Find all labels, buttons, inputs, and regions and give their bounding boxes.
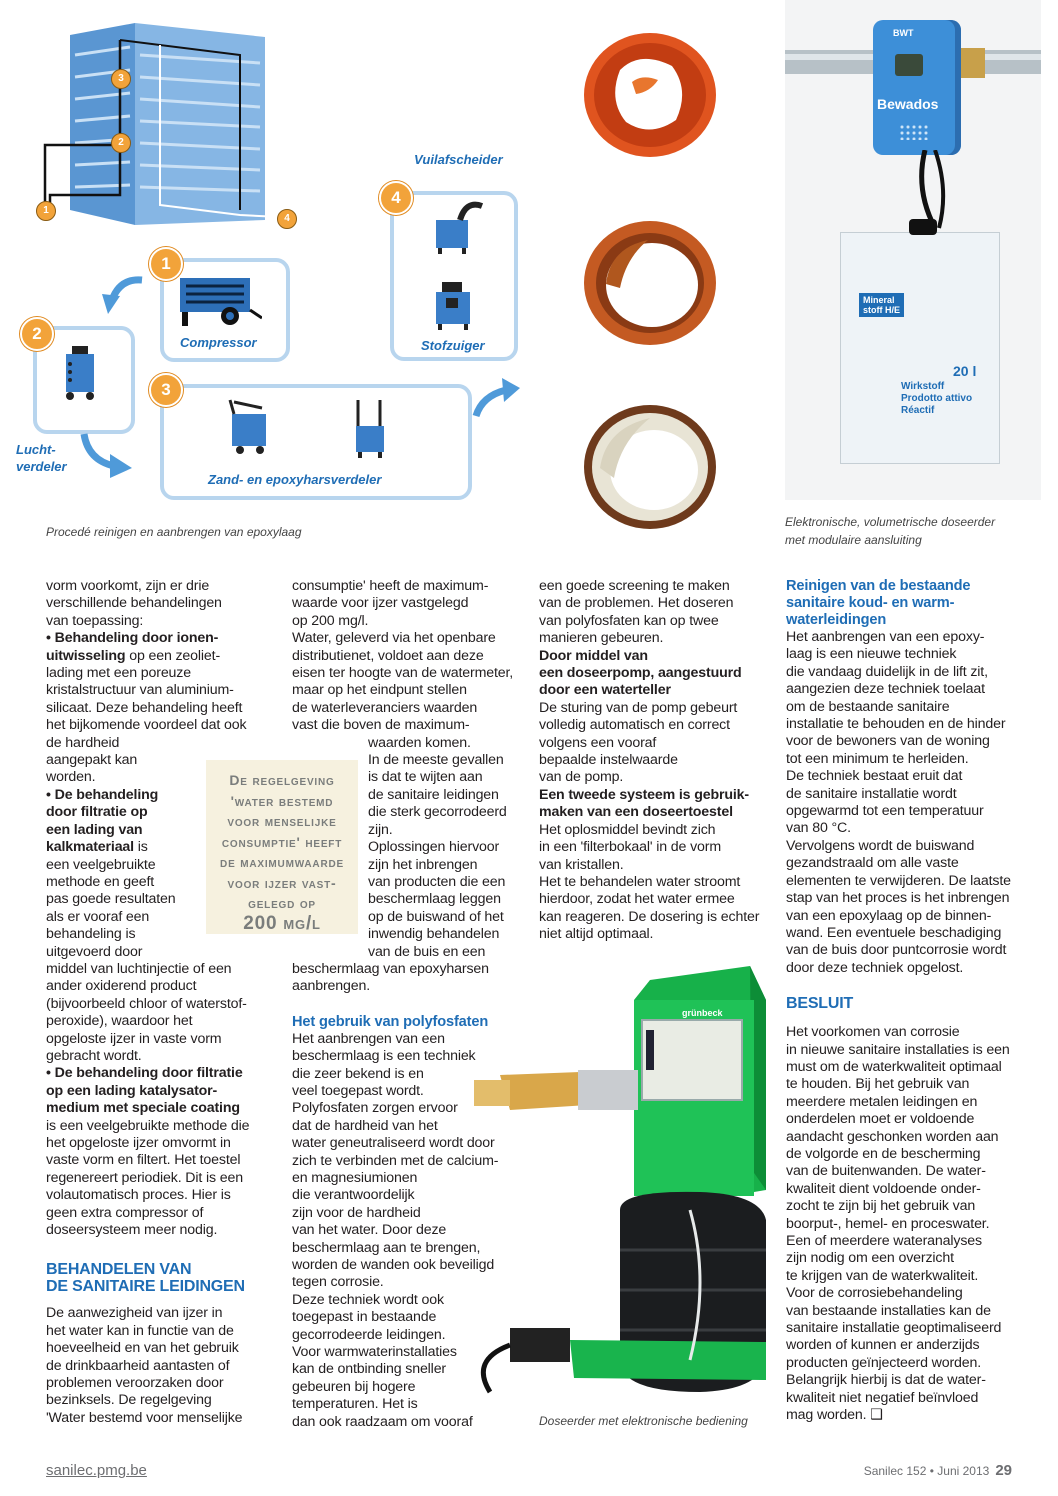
sand-distributor-icon <box>226 398 276 456</box>
col1-after: De aanwezigheid van ijzer in het water kan in functie van de hoeveelheid en van het gebruik de drinkbaarheid aantasten of problemen veroorzaken door bezinksels. De regelgeving 'Water bestemd voor menselijke <box>46 1305 243 1426</box>
footer-issue-text: Sanilec 152 • Juni 2013 <box>863 1464 990 1478</box>
pipe-photos <box>570 30 730 530</box>
footer-site-link[interactable]: sanilec.pmg.be <box>46 1462 147 1479</box>
label-stofzuiger: Stofzuiger <box>421 338 485 353</box>
heading-polyfosfaten: Het gebruik van polyfosfaten <box>292 1013 489 1030</box>
pull-quote-text: De regelgeving 'water bestemd voor menselijke consumptie' heeft de maximumwaarde voor ijzer vast- gelegd op <box>220 772 344 911</box>
label-vuilafscheider: Vuilafscheider <box>414 152 503 167</box>
column-3 <box>539 578 775 944</box>
building-marker-3: 3 <box>111 69 131 89</box>
epoxy-distributor-icon <box>350 396 390 460</box>
col2-p1: consumptie' heeft de maximum- waarde voor ijzer vastgelegd op 200 mg/l. Water, geleverd via het openbare distributienet, voldoet aan deze eisen ter hoogte van de watermeter, maar op het eindpunt stellen de waterleveranciers waarden vast die boven de maximum- <box>292 578 514 734</box>
arrow-icon <box>76 430 136 480</box>
heading-besluit: BESLUIT <box>786 995 854 1013</box>
col1-intro: vorm voorkomt, zijn er drie verschillende behandelingen van toepassing: <box>46 578 222 629</box>
building-marker-2: 2 <box>111 133 131 153</box>
cable-image <box>905 150 965 230</box>
bullet-3: • De behandeling door filtratie op een lading katalysator- medium met speciale coating is een veelgebruikte methode die het opgeloste ijzer omvormt in vaste vorm en filtert. Het toestel regenereert periodiek. Dit is een volautomatisch proces. Hier is geen extra compressor of doseersysteem meer nodig. <box>46 1065 250 1239</box>
doseerder-device-image <box>470 960 780 1405</box>
col3-p3: Het oplosmiddel bevindt zich in een 'filterbokaal' in de vorm van kristallen. Het te behandelen water stroomt hierdoor, zodat het water ermee kan reageren. De dosering is echter niet altijd optimaal. <box>539 821 760 943</box>
col4-p2 <box>786 1024 1022 1424</box>
bullet-1: • Behandeling door ionen- uitwisseling op een zeoliet- lading met een poreuze kristalstructuur van aluminium- silicaat. Deze behandeling heeft het bijkomende voordeel dat ook de hardheid aangepakt kan worden. <box>46 630 247 786</box>
bwt-logo: BWT <box>893 28 914 38</box>
page-number: 29 <box>995 1462 1012 1479</box>
column-1 <box>46 578 276 1427</box>
step-4-badge: 4 <box>379 181 413 215</box>
box-cap <box>909 219 937 235</box>
arrow-icon <box>470 376 520 420</box>
epoxy-coated-pipe-image <box>580 402 720 532</box>
col3-p1: een goede screening te maken van de problemen. Het doseren van polyfosfaten kan op twee manieren gebeuren. <box>539 578 734 647</box>
vacuum-bottom-icon <box>430 280 480 334</box>
col2-p4: Het aanbrengen van een beschermlaag is een techniek die zeer bekend is en veel toegepast wordt. Polyfosfaten zorgen ervoor dat de hardheid van het water geneutraliseerd wordt door zich te verbinden met de calcium- en magnesiumionen die verantwoordelijk zijn voor de hardheid van het water. Door deze beschermlaag aan te brengen, worden de wanden ook beveiligd tegen corrosie. Deze techniek wordt ook toegepast in bestaande gecorrodeerde leidingen. Voor warmwaterinstallaties kan de ontbinding sneller gebeuren bij hogere temperaturen. Het is dan ook raadzaam om vooraf <box>292 1030 499 1430</box>
cleaned-pipe-image <box>580 218 720 348</box>
bewados-device <box>873 20 961 155</box>
bullet-1-text: op een zeoliet- lading met een poreuze kristalstructuur van aluminium- silicaat. Deze behandeling heeft het bijkomende voordeel dat ook de hardheid aangepakt kan worden. <box>46 647 247 786</box>
step-3-badge: 3 <box>149 373 183 407</box>
vacuum-top-icon <box>430 200 490 260</box>
display-screen <box>895 54 923 76</box>
building-illustration <box>40 15 280 225</box>
column-4 <box>786 578 1022 1424</box>
col3-h1: Door middel van een doseerpomp, aangestuurd door een waterteller <box>539 647 742 699</box>
bullet-3-bold: De behandeling door filtratie op een lading katalysator- medium met speciale coating <box>46 1065 243 1117</box>
keypad <box>899 124 929 140</box>
air-distributor-icon <box>56 344 104 400</box>
label-luchtverdeler: Lucht- verdeler <box>16 442 67 474</box>
footer-issue <box>864 1462 1012 1479</box>
diagram-caption: Procedé reinigen en aanbrengen van epoxylaag <box>46 525 302 539</box>
box-volume: 20 l <box>953 363 977 379</box>
bewados-label: Bewados <box>877 96 939 112</box>
label-zand-epoxy: Zand- en epoxyharsverdeler <box>208 472 382 487</box>
bullet-2-bold: De behandeling door filtratie op een lading van kalkmateriaal <box>46 786 159 856</box>
grunbeck-logo: grünbeck <box>682 1008 723 1018</box>
col2-p3: beschermlaag van epoxyharsen aanbrengen. <box>292 960 489 995</box>
building-marker-1: 1 <box>36 201 56 221</box>
process-diagram <box>0 0 560 539</box>
col2-p2: waarden komen. In de meeste gevallen is dat te wijten aan de sanitaire leidingen die sterk gecorrodeerd zijn. Oplossingen hiervoor zijn het inbrengen van producten die een beschermlaag leggen op de buiswand of het inwendig behandelen van de buis en een <box>368 734 507 960</box>
heading-behandelen: BEHANDELEN VAN DE SANITAIRE LEIDINGEN <box>46 1261 245 1296</box>
bullet-2-text: is een veelgebruikte methode en geeft pas goede resultaten als er vooraf een behandeling is uitgevoerd door middel van luchtinjectie of een ander oxiderend product (bijvoorbeeld chloor of waterstof- peroxide), waardoor het opgeloste ijzer in vaste vorm gebracht wordt. <box>46 839 247 1064</box>
mineral-box <box>840 232 1000 464</box>
label-compressor: Compressor <box>180 335 257 350</box>
building-marker-4: 4 <box>277 209 297 229</box>
corroded-pipe-image <box>580 30 720 160</box>
box-label-lines: Wirkstoff Prodotto attivo Réactif <box>901 381 973 416</box>
end-mark-icon: ❑ <box>870 1407 883 1424</box>
bullet-3-text: is een veelgebruikte methode die het opgeloste ijzer omvormt in vaste vorm en filtert. Het toestel regenereert periodiek. Dit is een volautomatisch proces. Hier is geen extra compressor of doseersysteem meer nodig. <box>46 1117 250 1239</box>
col3-h2: Een tweede systeem is gebruik- maken van een doseertoestel <box>539 786 749 821</box>
arrow-icon <box>98 270 148 314</box>
col4-p1: Het aanbrengen van een epoxy- laag is een nieuwe techniek die vandaag duidelijk in de lift zit, aangezien deze techniek toelaat om de bestaande sanitaire installatie te behouden en de hinder voor de bewoners van de woning tot een minimum te herleiden. De techniek bestaat eruit dat de sanitaire installatie wordt opgewarmd tot een temperatuur van 80 °C. Vervolgens wordt de buiswand gezandstraald om alle vaste elementen te verwijderen. De laatste stap van het proces is het inbrengen van een epoxylaag op de binnen- wand. Een eventuele beschadiging van de buis door puntcorrosie wordt door deze techniek opgelost. <box>786 629 1011 976</box>
green-doseerder-caption: Doseerder met elektronische bediening <box>539 1414 748 1428</box>
heading-reinigen: Reinigen van de bestaande sanitaire koud- en warm- waterleidingen <box>786 578 971 628</box>
bewados-photo <box>785 0 1041 500</box>
green-doseerder-photo <box>470 960 780 1405</box>
bullet-1-bold: Behandeling door ionen- uitwisseling <box>46 630 219 664</box>
col4-p2-text: Het voorkomen van corrosie in nieuwe sanitaire installaties is een must om de waterkwaliteit optimaal te houden. Bij het gebruik van meerdere metalen leidingen en onderdelen moet er voldoende aandacht geschonken worden aan de volgorde en de bescherming van de buitenwanden. De water- kwaliteit dient voldoende onder- zocht te zijn bij het gebruik van boorput-, hemel- en proceswater. Een of meerdere wateranalyses zijn nodig om een overzicht te krijgen van de waterkwaliteit. Voor de corrosiebehandeling van bestaande installaties kan de sanitaire installatie geoptimaliseerd worden of kunnen er anderzijds producten geïnjecteerd worden. Belangrijk hierbij is dat de water- kwaliteit niet negatief beïnvloed mag worden. <box>786 1024 1010 1424</box>
col3-p2: De sturing van de pomp gebeurt volledig automatisch en correct volgens een vooraf bepaalde instelwaarde van de pomp. <box>539 699 738 786</box>
bullet-2: • De behandeling door filtratie op een lading van kalkmateriaal is een veelgebruikte methode en geeft pas goede resultaten als er vooraf een behandeling is uitgevoerd door middel van luchtinjectie of een ander oxiderend product (bijvoorbeeld chloor of waterstof- peroxide), waardoor het opgeloste ijzer in vaste vorm gebracht wordt. <box>46 786 247 1064</box>
step-2-badge: 2 <box>20 317 54 351</box>
compressor-icon <box>176 272 262 328</box>
step-1-badge: 1 <box>149 247 183 281</box>
bewados-caption: Elektronische, volumetrische doseerder met modulaire aansluiting <box>785 515 996 547</box>
box-label-top: Mineral stoff H/E <box>859 293 904 317</box>
pull-quote-number: 200 mg/l <box>243 912 321 934</box>
